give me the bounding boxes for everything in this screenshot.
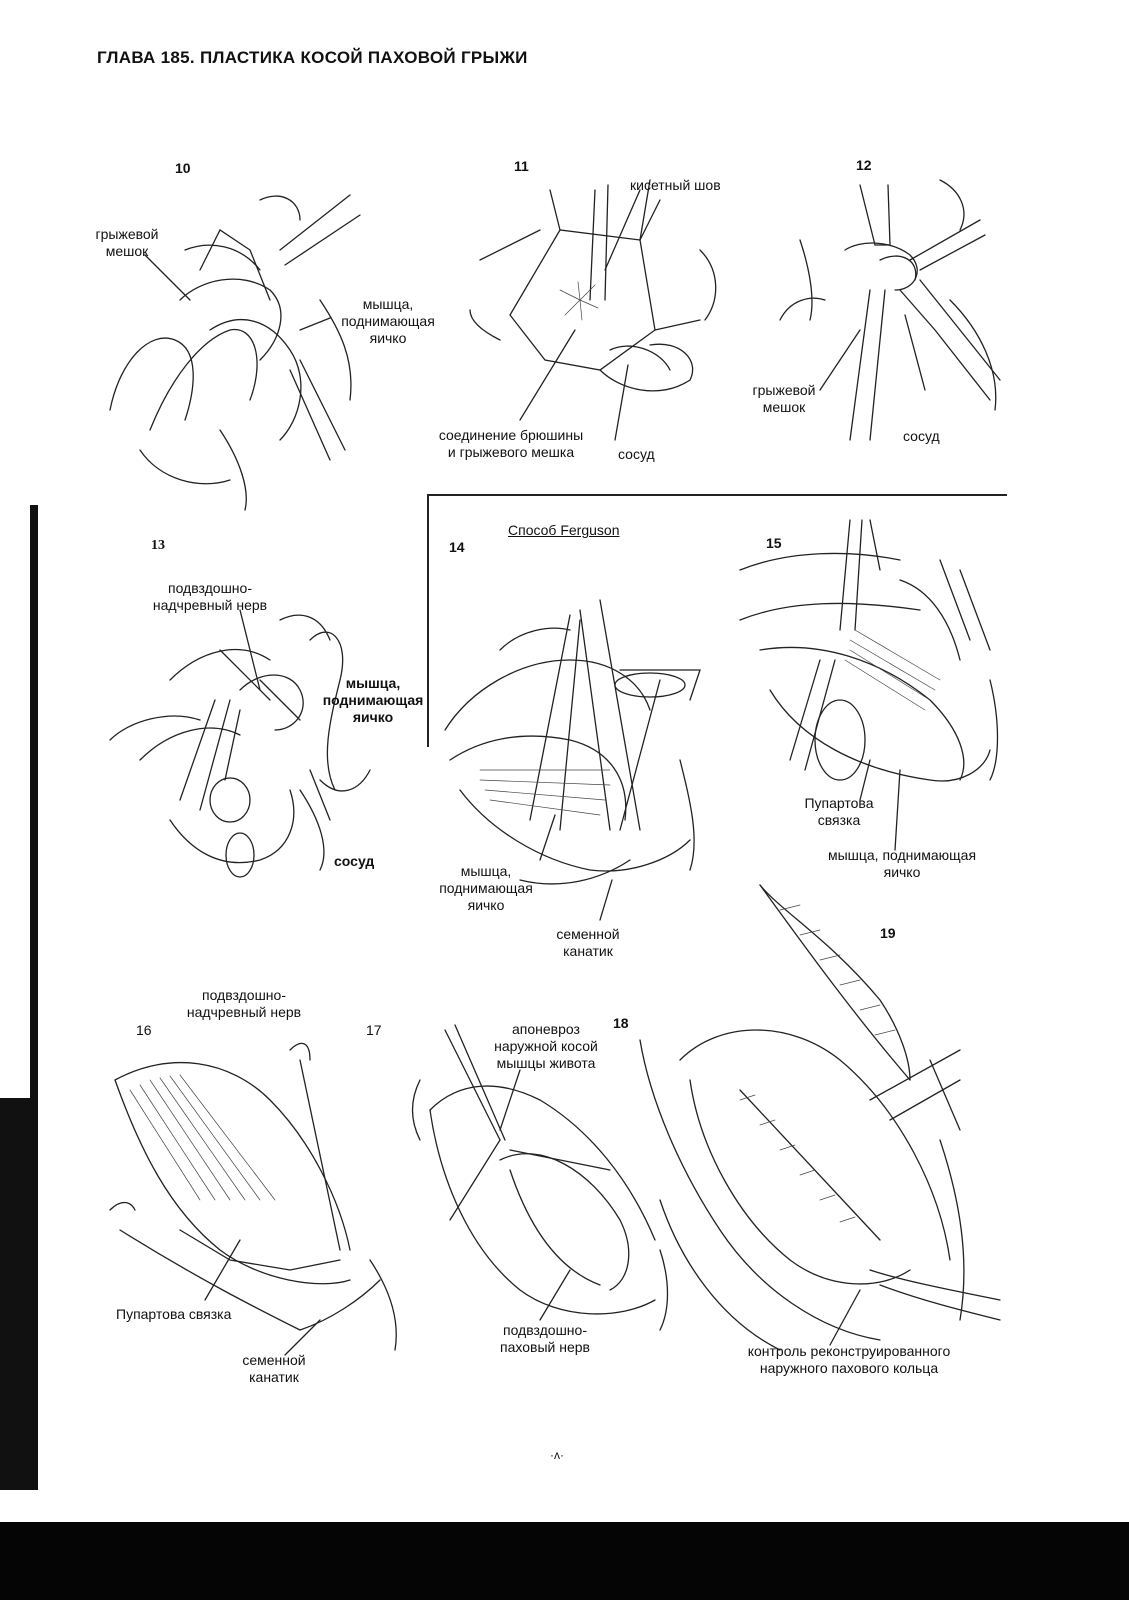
figure-number-19: 19	[880, 925, 896, 941]
label-peritoneum-junction: соединение брюшины и грыжевого мешка	[438, 427, 584, 460]
page-title: ГЛАВА 185. ПЛАСТИКА КОСОЙ ПАХОВОЙ ГРЫЖИ	[97, 48, 528, 67]
label-inguinal-ligament-16: Пупартова связка	[116, 1306, 232, 1322]
figure-number-12: 12	[856, 157, 872, 173]
figure-number-10: 10	[175, 160, 191, 176]
figure-11-drawing	[470, 180, 716, 440]
label-cremaster-14: мышца, поднимающая яичко	[439, 863, 533, 913]
label-cremaster-10: мышца, поднимающая яичко	[341, 296, 435, 346]
label-hernia-sac-12: грыжевой мешок	[752, 382, 816, 415]
label-spermatic-cord-14: семенной канатик	[556, 926, 620, 959]
label-cremaster-15: мышца, поднимающая яичко	[827, 847, 977, 880]
label-inguinal-ligament-15: Пупартова связка	[804, 795, 874, 828]
label-iliohypogastric-nerve-16: подвздошно-надчревный нерв	[186, 987, 302, 1020]
label-vessel-13: сосуд	[334, 853, 375, 869]
label-external-oblique-aponeurosis: апоневроз наружной косой мышцы живота	[494, 1021, 598, 1071]
label-vessel-11: сосуд	[618, 446, 655, 462]
figure-number-18: 18	[613, 1015, 629, 1031]
label-iliohypogastric-nerve-13: подвздошно-надчревный нерв	[152, 580, 268, 613]
figure-number-17: 17	[366, 1022, 382, 1038]
label-ilioinguinal-nerve: подвздошно-паховый нерв	[500, 1322, 590, 1355]
figure-number-15: 15	[766, 535, 782, 551]
label-cremaster-13: мышца, поднимающая яичко	[322, 675, 424, 725]
figure-number-13: 13	[151, 538, 165, 553]
figure-number-14: 14	[449, 539, 465, 555]
figure-18-drawing	[640, 1030, 1000, 1350]
label-vessel-12: сосуд	[903, 428, 940, 444]
label-purse-string-suture: кисетный шов	[630, 177, 721, 193]
figure-number-16: 16	[136, 1022, 152, 1038]
figure-19-drawing	[760, 885, 960, 1130]
figure-number-11: 11	[514, 158, 529, 174]
method-label: Способ Ferguson	[508, 522, 620, 538]
figure-13-drawing	[110, 610, 370, 877]
label-hernia-sac-10: грыжевой мешок	[95, 226, 159, 259]
page-mark: ·ʌ·	[550, 1448, 564, 1462]
label-spermatic-cord-16: семенной канатик	[242, 1352, 306, 1385]
label-ring-control: контроль реконструированного наружного пахового кольца	[747, 1343, 951, 1376]
